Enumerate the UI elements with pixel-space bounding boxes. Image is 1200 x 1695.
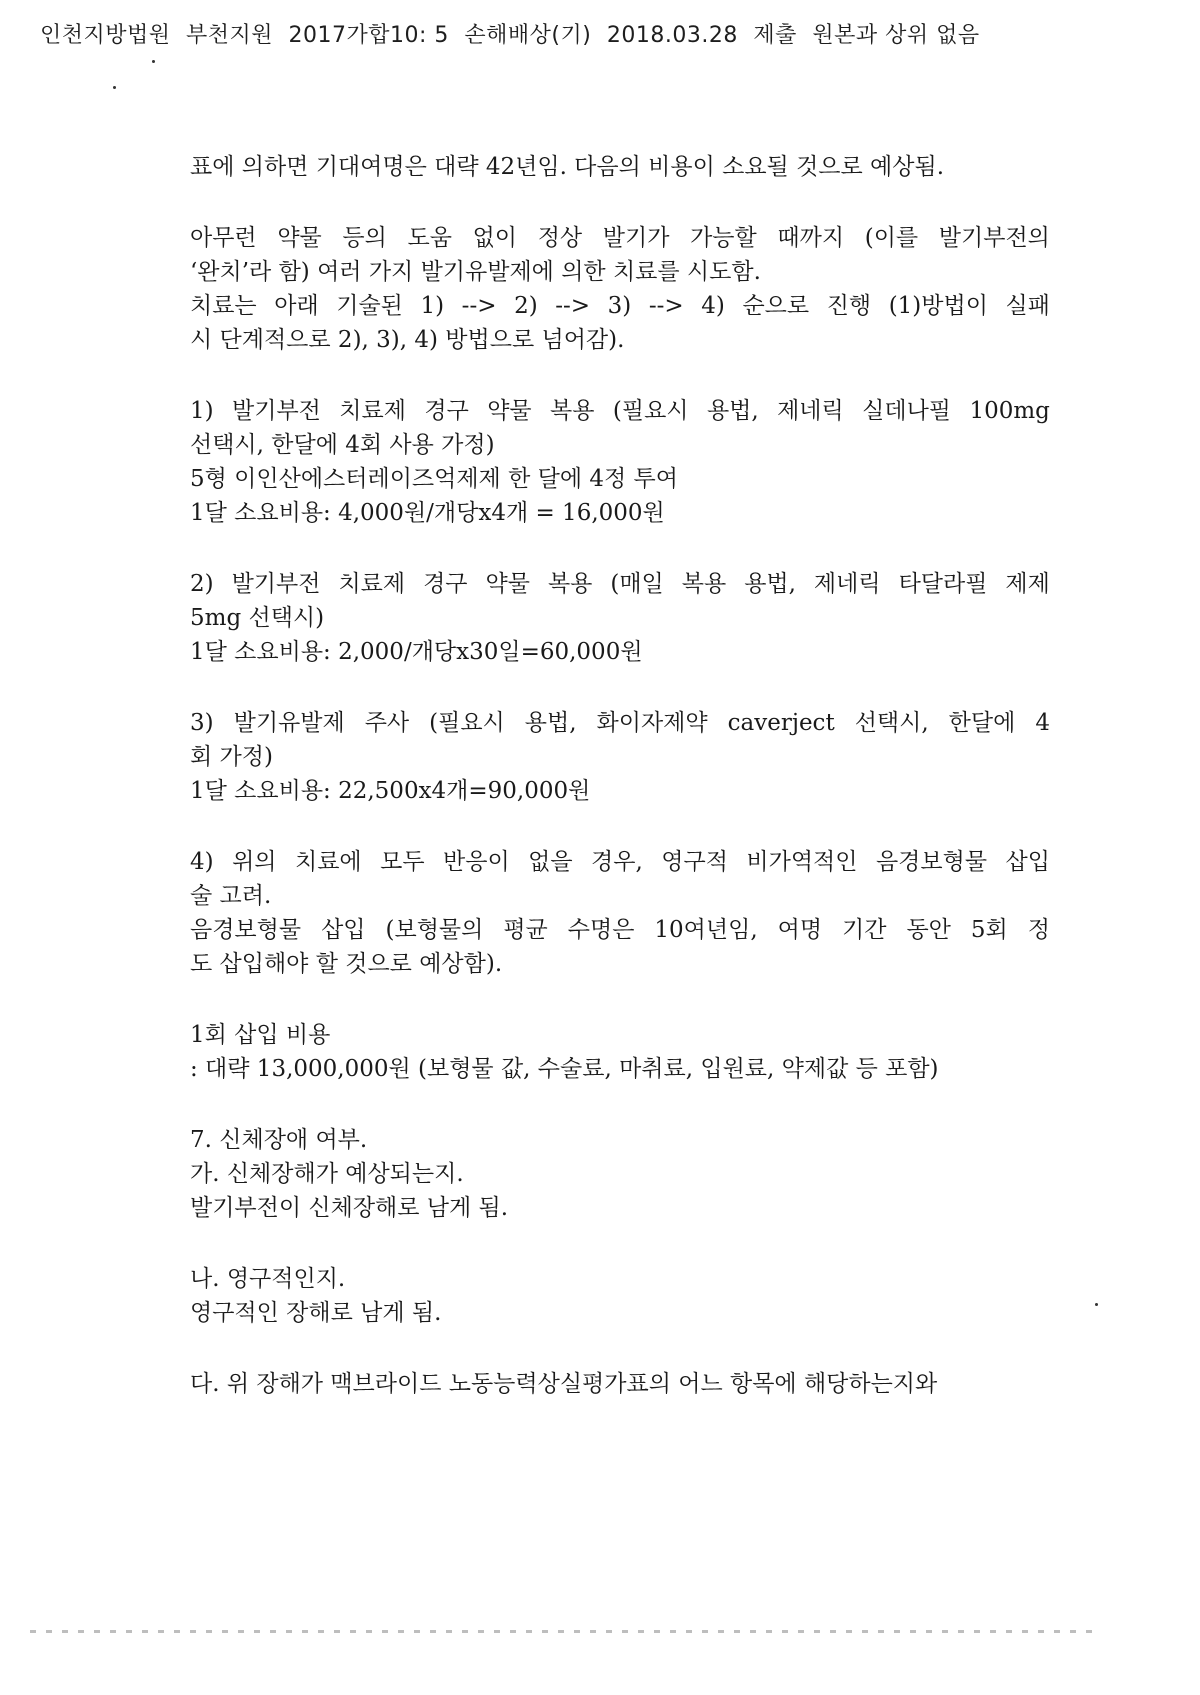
paragraph-permanence (190, 1262, 1050, 1330)
word: 때까지 (777, 225, 845, 251)
scan-speck (1095, 1303, 1098, 1306)
word: (필요시 (612, 398, 689, 424)
case-number: 2017가합10: 5 (288, 23, 449, 48)
word: 등의 (342, 225, 387, 251)
text-line: 나. 영구적인지. (190, 1266, 346, 1292)
text-line: 술 고려. (190, 883, 272, 909)
word: (1)방법이 (888, 293, 988, 319)
text-line: : 대략 13,000,000원 (보형물 값, 수술료, 마취료, 입원료, 약제값 등 포함) (190, 1056, 939, 1082)
word: 없을 (528, 849, 573, 875)
scan-speck (152, 60, 155, 63)
word: caverject (727, 710, 835, 736)
scan-artifact-line (30, 1630, 1100, 1633)
word: 모두 (380, 849, 425, 875)
text-line (190, 845, 1050, 879)
paragraph-option-4 (190, 845, 1050, 981)
word: 정상 (537, 225, 583, 251)
word: 음경보형물 (190, 917, 302, 943)
paragraph-mcbride (190, 1367, 1050, 1401)
word: 복용 (550, 398, 595, 424)
word: 경구 (423, 571, 468, 597)
word: (보형물의 (385, 917, 484, 943)
text-line: 7. 신체장애 여부. (190, 1127, 368, 1153)
word: 선택시, (854, 710, 929, 736)
word: 정 (1027, 917, 1050, 943)
word: 동안 (906, 917, 951, 943)
word: 복용 (681, 571, 727, 597)
word: 비가역적인 (746, 849, 858, 875)
case-type: 손해배상(기) (464, 23, 592, 48)
word: 100mg (969, 398, 1050, 424)
text-line: 1달 소요비용: 4,000원/개당x4개 = 16,000원 (190, 500, 665, 526)
word: 영구적 (661, 849, 728, 875)
text-line (190, 289, 1050, 323)
word: 발기부전의 (938, 225, 1050, 251)
text-line: 5형 이인산에스터레이즈억제제 한 달에 4정 투여 (190, 466, 678, 492)
scan-speck (113, 86, 116, 89)
word: 발기부전 (232, 398, 321, 424)
court-branch: 부천지원 (186, 23, 274, 48)
text-line: 회 가정) (190, 744, 273, 770)
text-line (190, 567, 1050, 601)
word: 기술된 (336, 293, 403, 319)
word: 3) (190, 710, 214, 736)
text-line: 발기부전이 신체장해로 남게 됨. (190, 1195, 509, 1221)
word: 복용 (547, 571, 593, 597)
filing-date: 2018.03.28 (606, 23, 738, 48)
word: 10여년임, (654, 917, 758, 943)
word: 위의 (232, 849, 277, 875)
text-line: 5mg 선택시) (190, 605, 325, 631)
word: 주사 (364, 710, 410, 736)
text-line (190, 394, 1050, 428)
word: 아래 (274, 293, 319, 319)
word: 기간 (842, 917, 887, 943)
word: 치료는 (190, 293, 257, 319)
word: 삽입 (1005, 849, 1050, 875)
paragraph-option-3 (190, 706, 1050, 808)
word: 타달라필 (898, 571, 988, 597)
word: 제네릭 (813, 571, 881, 597)
court-name: 인천지방법원 (40, 23, 171, 48)
word: 용법, (524, 710, 577, 736)
paragraph-life-expectancy (190, 150, 1050, 184)
word: 1) (420, 293, 445, 319)
word: 치료제 (338, 571, 406, 597)
document-header (40, 18, 988, 49)
word: 4 (1035, 710, 1050, 736)
word: 2) (514, 293, 538, 319)
word: 평균 (503, 917, 548, 943)
text-line: ‘완치’라 함) 여러 가지 발기유발제에 의한 치료를 시도함. (190, 259, 761, 285)
text-line: 1달 소요비용: 22,500x4개=90,000원 (190, 778, 591, 804)
word: 용법, (744, 571, 796, 597)
word: 경구 (424, 398, 469, 424)
text-line: 영구적인 장해로 남게 됨. (190, 1300, 442, 1326)
word: 제제 (1005, 571, 1050, 597)
text-line: 1달 소요비용: 2,000/개당x30일=60,000원 (190, 639, 643, 665)
text-line: 1회 삽입 비용 (190, 1022, 331, 1048)
word: 여명 (777, 917, 823, 943)
word: 약물 (487, 398, 532, 424)
certification-text: 원본과 상위 없음 (812, 23, 980, 48)
word: 발기부전 (231, 571, 321, 597)
word: 수명은 (567, 917, 635, 943)
word: 5회 (970, 917, 1008, 943)
text-line: 시 단계적으로 2), 3), 4) 방법으로 넘어감). (190, 327, 625, 353)
word: 발기가 (602, 225, 670, 251)
word: 용법, (706, 398, 759, 424)
word: (매일 (610, 571, 664, 597)
word: (이를 (864, 225, 919, 251)
word: 4) (701, 293, 725, 319)
word: 실데나필 (862, 398, 952, 424)
word: 발기유발제 (233, 710, 345, 736)
word: 1) (190, 398, 214, 424)
word: 삽입 (321, 917, 366, 943)
text-line: 가. 신체장해가 예상되는지. (190, 1161, 464, 1187)
text-line: 표에 의하면 기대여명은 대략 42년임. 다음의 비용이 소요될 것으로 예상됨. (190, 154, 945, 180)
word: 음경보형물 (875, 849, 988, 875)
word: 화이자제약 (596, 710, 708, 736)
text-line: 도 삽입해야 할 것으로 예상함). (190, 951, 503, 977)
text-line (190, 221, 1050, 255)
text-line (190, 913, 1050, 947)
word: --> (461, 293, 497, 319)
word: 한달에 (948, 710, 1016, 736)
paragraph-implant-cost (190, 1018, 1050, 1086)
word: 순으로 (742, 293, 810, 319)
word: 2) (190, 571, 214, 597)
word: 치료제 (339, 398, 406, 424)
word: 가능할 (690, 225, 757, 251)
document-body (190, 150, 1050, 1401)
paragraph-treatment-plan (190, 221, 1050, 357)
word: 3) (607, 293, 632, 319)
word: --> (648, 293, 684, 319)
text-line: 다. 위 장해가 맥브라이드 노동능력상실평가표의 어느 항목에 해당하는지와 (190, 1371, 938, 1397)
paragraph-option-2 (190, 567, 1050, 669)
word: 없이 (472, 225, 518, 251)
word: 치료에 (294, 849, 362, 875)
word: (필요시 (429, 710, 505, 736)
word: 약물 (277, 225, 322, 251)
word: 실패 (1005, 293, 1050, 319)
word: 진행 (826, 293, 872, 319)
paragraph-disability (190, 1123, 1050, 1225)
text-line (190, 706, 1050, 740)
word: 4) (190, 849, 214, 875)
filed-label: 제출 (753, 23, 797, 48)
paragraph-option-1 (190, 394, 1050, 530)
text-line: 선택시, 한달에 4회 사용 가정) (190, 432, 495, 458)
word: 아무런 (190, 225, 257, 251)
word: 제네릭 (777, 398, 844, 424)
word: 약물 (485, 571, 530, 597)
word: 도움 (407, 225, 452, 251)
word: 경우, (591, 849, 643, 875)
word: 반응이 (443, 849, 510, 875)
word: --> (555, 293, 591, 319)
